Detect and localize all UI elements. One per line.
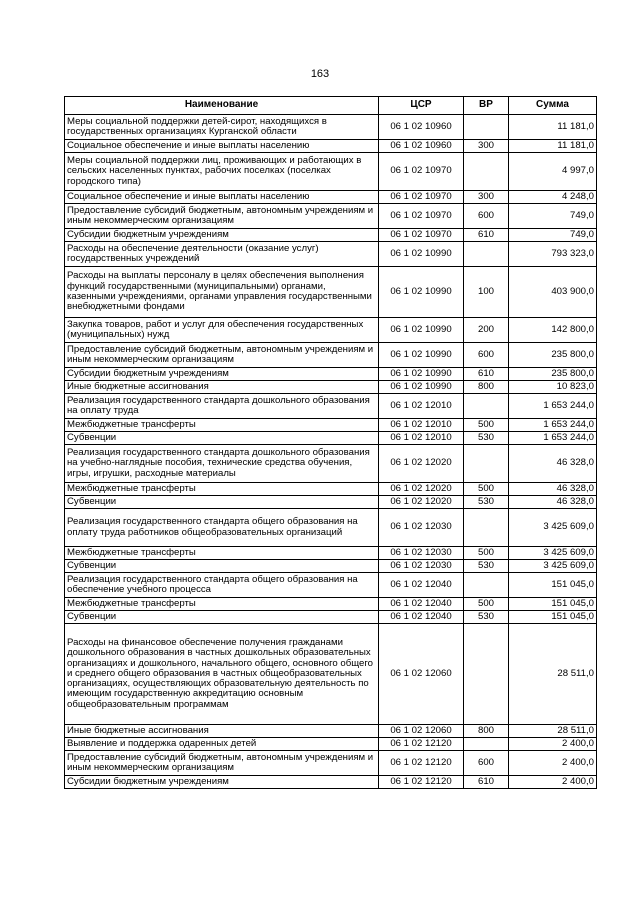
cell-vr: 600 — [464, 343, 509, 368]
cell-vr: 530 — [464, 432, 509, 445]
cell-sum: 142 800,0 — [509, 318, 597, 343]
cell-csr: 06 1 02 12040 — [379, 611, 464, 624]
cell-csr: 06 1 02 12010 — [379, 394, 464, 419]
cell-sum: 3 425 609,0 — [509, 560, 597, 573]
cell-sum: 28 511,0 — [509, 725, 597, 738]
cell-csr: 06 1 02 10990 — [379, 242, 464, 267]
cell-sum: 4 248,0 — [509, 191, 597, 204]
cell-vr: 100 — [464, 267, 509, 318]
cell-name: Иные бюджетные ассигнования — [65, 725, 379, 738]
table-row — [65, 419, 597, 432]
table-row — [65, 560, 597, 573]
cell-csr: 06 1 02 10990 — [379, 318, 464, 343]
cell-sum: 46 328,0 — [509, 496, 597, 509]
cell-sum: 3 425 609,0 — [509, 547, 597, 560]
cell-vr: 300 — [464, 140, 509, 153]
cell-vr: 500 — [464, 483, 509, 496]
cell-name: Межбюджетные трансферты — [65, 419, 379, 432]
cell-vr — [464, 242, 509, 267]
cell-name: Расходы на обеспечение деятельности (оказание услуг) государственных учреждений — [65, 242, 379, 267]
table-row — [65, 598, 597, 611]
cell-vr: 500 — [464, 547, 509, 560]
cell-sum: 1 653 244,0 — [509, 432, 597, 445]
cell-vr: 610 — [464, 368, 509, 381]
cell-vr — [464, 394, 509, 419]
table-row — [65, 725, 597, 738]
cell-csr: 06 1 02 12120 — [379, 751, 464, 776]
cell-sum: 151 045,0 — [509, 611, 597, 624]
cell-vr — [464, 738, 509, 751]
cell-name: Социальное обеспечение и иные выплаты населению — [65, 140, 379, 153]
cell-sum: 4 997,0 — [509, 153, 597, 191]
table-header-row — [65, 97, 597, 115]
cell-vr: 600 — [464, 204, 509, 229]
table-row — [65, 432, 597, 445]
cell-vr: 600 — [464, 751, 509, 776]
cell-name: Иные бюджетные ассигнования — [65, 381, 379, 394]
cell-sum: 46 328,0 — [509, 483, 597, 496]
cell-name: Реализация государственного стандарта общего образования на обеспечение учебного процесса — [65, 573, 379, 598]
header-name: Наименование — [65, 97, 379, 115]
cell-vr: 800 — [464, 725, 509, 738]
table-row — [65, 573, 597, 598]
cell-vr — [464, 445, 509, 483]
table-row — [65, 381, 597, 394]
cell-csr: 06 1 02 12030 — [379, 509, 464, 547]
cell-vr — [464, 115, 509, 140]
table-row — [65, 509, 597, 547]
cell-sum: 3 425 609,0 — [509, 509, 597, 547]
cell-name: Субсидии бюджетным учреждениям — [65, 776, 379, 789]
cell-csr: 06 1 02 12060 — [379, 624, 464, 725]
cell-sum: 235 800,0 — [509, 368, 597, 381]
cell-sum: 1 653 244,0 — [509, 419, 597, 432]
cell-csr: 06 1 02 10970 — [379, 191, 464, 204]
table-row — [65, 153, 597, 191]
table-row — [65, 204, 597, 229]
cell-name: Предоставление субсидий бюджетным, автономным учреждениям и иным некоммерческим организациям — [65, 751, 379, 776]
cell-name: Реализация государственного стандарта дошкольного образования на оплату труда — [65, 394, 379, 419]
cell-vr: 530 — [464, 496, 509, 509]
cell-sum: 46 328,0 — [509, 445, 597, 483]
cell-vr: 800 — [464, 381, 509, 394]
cell-sum: 151 045,0 — [509, 598, 597, 611]
table-row — [65, 751, 597, 776]
cell-csr: 06 1 02 12020 — [379, 445, 464, 483]
cell-vr — [464, 509, 509, 547]
cell-vr: 300 — [464, 191, 509, 204]
cell-csr: 06 1 02 10990 — [379, 368, 464, 381]
cell-name: Межбюджетные трансферты — [65, 483, 379, 496]
table-row — [65, 483, 597, 496]
cell-sum: 2 400,0 — [509, 776, 597, 789]
table-row — [65, 242, 597, 267]
cell-sum: 749,0 — [509, 229, 597, 242]
cell-csr: 06 1 02 12010 — [379, 419, 464, 432]
table-row — [65, 115, 597, 140]
cell-csr: 06 1 02 12120 — [379, 738, 464, 751]
cell-sum: 28 511,0 — [509, 624, 597, 725]
cell-csr: 06 1 02 12040 — [379, 598, 464, 611]
cell-sum: 10 823,0 — [509, 381, 597, 394]
cell-vr — [464, 573, 509, 598]
cell-vr: 530 — [464, 560, 509, 573]
cell-name: Реализация государственного стандарта общего образования на оплату труда работников общеобразовательных организаций — [65, 509, 379, 547]
cell-sum: 235 800,0 — [509, 343, 597, 368]
cell-name: Закупка товаров, работ и услуг для обеспечения государственных (муниципальных) нужд — [65, 318, 379, 343]
cell-name: Реализация государственного стандарта дошкольного образования на учебно-наглядные пособия, технические средства обучения, игры, игрушки, расходные материалы — [65, 445, 379, 483]
cell-sum: 2 400,0 — [509, 738, 597, 751]
cell-name: Меры социальной поддержки лиц, проживающих и работающих в сельских населенных пунктах, рабочих поселках (поселках городского типа) — [65, 153, 379, 191]
cell-sum: 749,0 — [509, 204, 597, 229]
cell-name: Субвенции — [65, 432, 379, 445]
cell-name: Меры социальной поддержки детей-сирот, находящихся в государственных организациях Курганской области — [65, 115, 379, 140]
table-row — [65, 318, 597, 343]
table-row — [65, 445, 597, 483]
table-row — [65, 140, 597, 153]
header-sum: Сумма — [509, 97, 597, 115]
cell-csr: 06 1 02 12040 — [379, 573, 464, 598]
cell-csr: 06 1 02 12010 — [379, 432, 464, 445]
cell-name: Предоставление субсидий бюджетным, автономным учреждениям и иным некоммерческим организациям — [65, 343, 379, 368]
table-row — [65, 547, 597, 560]
cell-csr: 06 1 02 12030 — [379, 560, 464, 573]
cell-csr: 06 1 02 12060 — [379, 725, 464, 738]
table-row — [65, 191, 597, 204]
cell-name: Выявление и поддержка одаренных детей — [65, 738, 379, 751]
cell-sum: 11 181,0 — [509, 115, 597, 140]
cell-name: Предоставление субсидий бюджетным, автономным учреждениям и иным некоммерческим организациям — [65, 204, 379, 229]
header-csr: ЦСР — [379, 97, 464, 115]
cell-csr: 06 1 02 10970 — [379, 204, 464, 229]
cell-sum: 1 653 244,0 — [509, 394, 597, 419]
cell-vr: 610 — [464, 229, 509, 242]
cell-csr: 06 1 02 10990 — [379, 267, 464, 318]
cell-name: Межбюджетные трансферты — [65, 547, 379, 560]
table-row — [65, 343, 597, 368]
cell-vr: 530 — [464, 611, 509, 624]
cell-name: Субвенции — [65, 560, 379, 573]
table-row — [65, 611, 597, 624]
cell-vr — [464, 624, 509, 725]
cell-sum: 2 400,0 — [509, 751, 597, 776]
header-vr: ВР — [464, 97, 509, 115]
table-row — [65, 229, 597, 242]
cell-csr: 06 1 02 10970 — [379, 229, 464, 242]
page-number: 163 — [310, 68, 330, 80]
cell-sum: 403 900,0 — [509, 267, 597, 318]
cell-csr: 06 1 02 10960 — [379, 115, 464, 140]
cell-sum: 11 181,0 — [509, 140, 597, 153]
cell-name: Социальное обеспечение и иные выплаты населению — [65, 191, 379, 204]
table-row — [65, 496, 597, 509]
cell-csr: 06 1 02 12030 — [379, 547, 464, 560]
cell-csr: 06 1 02 12020 — [379, 496, 464, 509]
budget-table — [64, 96, 597, 789]
cell-csr: 06 1 02 12120 — [379, 776, 464, 789]
cell-vr: 200 — [464, 318, 509, 343]
table-row — [65, 624, 597, 725]
cell-vr: 500 — [464, 419, 509, 432]
table-row — [65, 267, 597, 318]
cell-vr — [464, 153, 509, 191]
cell-name: Субсидии бюджетным учреждениям — [65, 229, 379, 242]
table-row — [65, 776, 597, 789]
cell-csr: 06 1 02 12020 — [379, 483, 464, 496]
cell-csr: 06 1 02 10970 — [379, 153, 464, 191]
cell-name: Субвенции — [65, 496, 379, 509]
cell-sum: 793 323,0 — [509, 242, 597, 267]
cell-csr: 06 1 02 10990 — [379, 343, 464, 368]
cell-name: Расходы на выплаты персоналу в целях обеспечения выполнения функций государственными (муниципальными) органами, казенными учреждениями, органами управления государственными внебюджетными фондами — [65, 267, 379, 318]
cell-name: Субвенции — [65, 611, 379, 624]
cell-name: Субсидии бюджетным учреждениям — [65, 368, 379, 381]
cell-csr: 06 1 02 10960 — [379, 140, 464, 153]
cell-vr: 500 — [464, 598, 509, 611]
cell-name: Межбюджетные трансферты — [65, 598, 379, 611]
cell-name: Расходы на финансовое обеспечение получения гражданами дошкольного образования в частных дошкольных образовательных организациях и дошкольного, начального общего, основного общего и среднего общего образования в частных общеобразовательных организациях, осуществляющих образовательную деятельность по имеющим государственную аккредитацию основным общеобразовательным программам — [65, 624, 379, 725]
table-row — [65, 394, 597, 419]
cell-vr: 610 — [464, 776, 509, 789]
table-row — [65, 738, 597, 751]
cell-csr: 06 1 02 10990 — [379, 381, 464, 394]
table-row — [65, 368, 597, 381]
cell-sum: 151 045,0 — [509, 573, 597, 598]
